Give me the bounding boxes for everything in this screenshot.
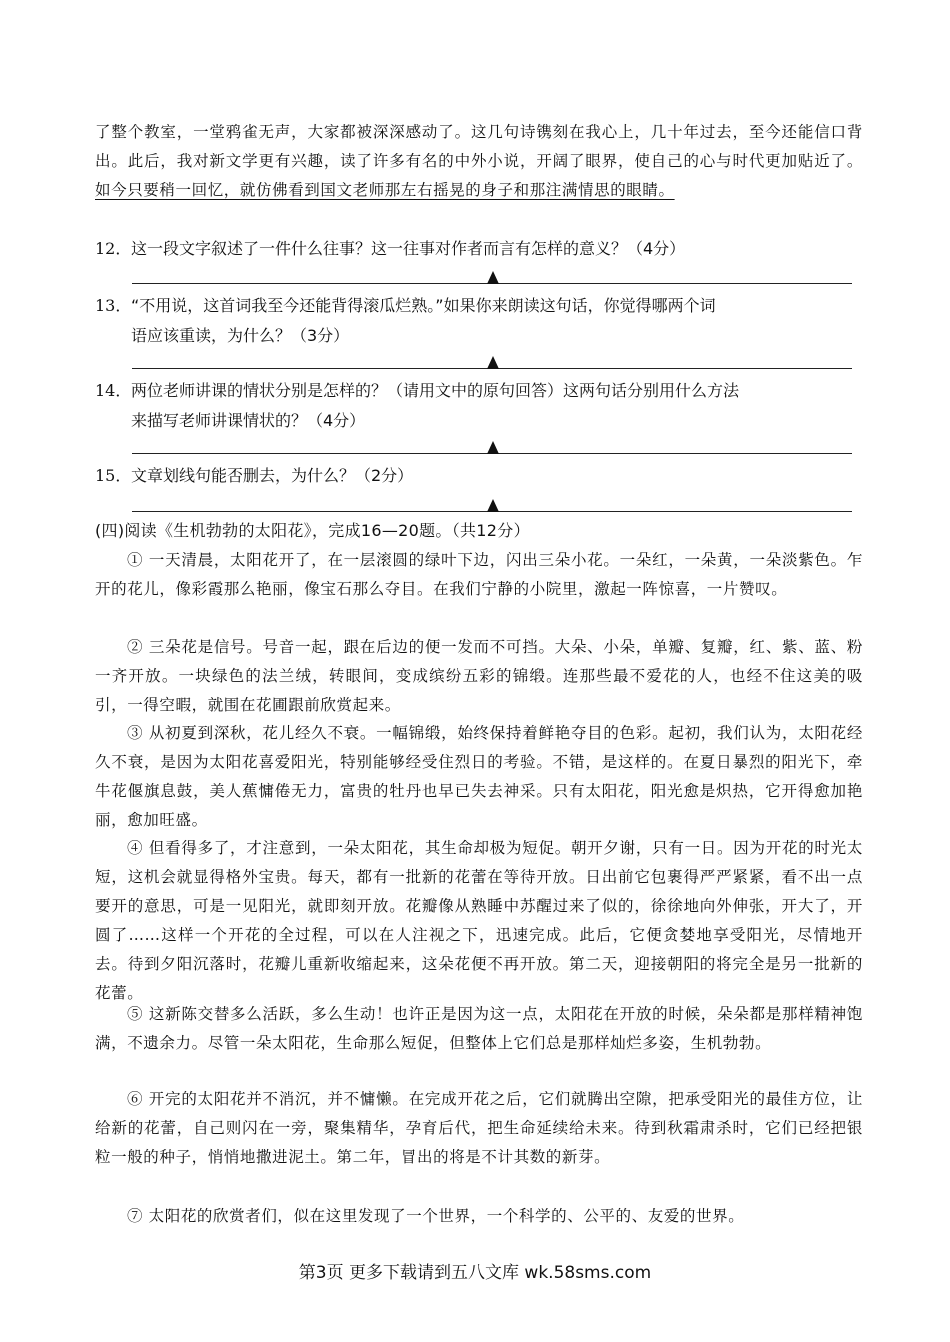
section-title: (四)阅读《生机勃勃的太阳花》，完成16—20题。（共12分） xyxy=(95,521,530,540)
passage-paragraph-3: ③ 从初夏到深秋，花儿经久不衰。一幅锦缎，始终保持着鲜艳夺目的色彩。起初，我们认为，太阳花经久不衰，是因为太阳花喜爱阳光，特别能够经受住烈日的考验。不错，是这样的。在夏日暴烈的阳光下，牵牛花偃旗息鼓，美人蕉慵倦无力，富贵的牡丹也早已失去神采。只有太阳花，阳光愈是炽热，它开得愈加艳丽，愈加旺盛。 xyxy=(95,724,863,829)
question-text: 文章划线句能否删去，为什么？（2分） xyxy=(131,466,414,485)
passage-paragraph-4: ④ 但看得多了，才注意到，一朵太阳花，其生命却极为短促。朝开夕谢，只有一日。因为开花的时光太短，这机会就显得格外宝贵。每天，都有一批新的花蕾在等待开放。日出前它包裹得严严紧紧，看不出一点要开的意思，可是一见阳光，就即刻开放。花瓣像从熟睡中苏醒过来了似的，徐徐地向外伸张，开大了，开圆了……这样一个开花的全过程，可以在人注视之下，迅速完成。此后，它便贪婪地享受阳光，尽情地开去。待到夕阳沉落时，花瓣儿重新收缩起来，这朵花便不再开放。第二天，迎接朝阳的将完全是另一批新的花蕾。 xyxy=(95,839,863,1002)
triangle-marker-icon xyxy=(487,271,499,284)
passage-paragraph-1: ① 一天清晨，太阳花开了，在一层滚圆的绿叶下边，闪出三朵小花。一朵红，一朵黄，一朵淡紫色。乍开的花儿，像彩霞那么艳丽，像宝石那么夺目。在我们宁静的小院里，激起一阵惊喜，一片赞叹。 xyxy=(95,551,863,598)
intro-paragraph xyxy=(95,118,863,205)
question-text-line1: “不用说，这首词我至今还能背得滚瓜烂熟。”如果你来朗读这句话，你觉得哪两个词 xyxy=(131,296,716,315)
question-number: 15． xyxy=(95,466,132,485)
answer-line-14[interactable] xyxy=(132,438,852,454)
question-13 xyxy=(95,291,865,351)
page-footer: 第3页 更多下载请到五八文库 wk.58sms.com xyxy=(298,1263,652,1283)
triangle-marker-icon xyxy=(487,499,499,512)
question-number: 14． xyxy=(95,381,132,400)
question-text-line1: 两位老师讲课的情状分别是怎样的？（请用文中的原句回答）这两句话分别用什么方法 xyxy=(131,381,740,400)
question-number: 12． xyxy=(95,239,132,258)
intro-text: 了整个教室，一堂鸦雀无声，大家都被深深感动了。这几句诗镌刻在我心上，几十年过去，至今还能信口背出。此后，我对新文学更有兴趣，读了许多有名的中外小说，开阔了眼界，使自己的心与时代更加贴近了。 xyxy=(95,123,863,170)
answer-line-12[interactable] xyxy=(132,268,852,284)
question-text-line2: 语应该重读，为什么？（3分） xyxy=(131,326,350,345)
answer-line-15[interactable] xyxy=(132,496,852,512)
question-15 xyxy=(95,461,865,491)
passage-paragraph-2: ② 三朵花是信号。号音一起，跟在后边的便一发而不可挡。大朵、小朵，单瓣、复瓣，红、紫、蓝、粉一齐开放。一块绿色的法兰绒，转眼间，变成缤纷五彩的锦缎。连那些最不爱花的人，也经不住这美的吸引，一得空暇，就围在花圃跟前欣赏起来。 xyxy=(95,638,863,714)
question-12 xyxy=(95,234,865,264)
passage-paragraph-5: ⑤ 这新陈交替多么活跃，多么生动！也许正是因为这一点，太阳花在开放的时候，朵朵都是那样精神饱满，不遗余力。尽管一朵太阳花，生命那么短促，但整体上它们总是那样灿烂多姿，生机勃勃。 xyxy=(95,1005,863,1052)
passage-paragraph-6: ⑥ 开完的太阳花并不消沉，并不慵懒。在完成开花之后，它们就腾出空隙，把承受阳光的最佳方位，让给新的花蕾，自己则闪在一旁，聚集精华，孕育后代，把生命延续给未来。待到秋霜肃杀时，它们已经把银粒一般的种子，悄悄地撒进泥土。第二年，冒出的将是不计其数的新芽。 xyxy=(95,1090,863,1166)
question-text-line2: 来描写老师讲课情状的？（4分） xyxy=(131,411,366,430)
underlined-sentence: 如今只要稍一回忆，就仿佛看到国文老师那左右摇晃的身子和那注满情思的眼睛。 xyxy=(95,181,675,199)
question-number: 13． xyxy=(95,296,132,315)
triangle-marker-icon xyxy=(487,441,499,454)
answer-line-13[interactable] xyxy=(132,353,852,369)
triangle-marker-icon xyxy=(487,356,499,369)
passage-paragraph-7: ⑦ 太阳花的欣赏者们，似在这里发现了一个世界，一个科学的、公平的、友爱的世界。 xyxy=(127,1207,745,1225)
question-14 xyxy=(95,376,865,436)
question-text: 这一段文字叙述了一件什么往事？这一往事对作者而言有怎样的意义？（4分） xyxy=(131,239,686,258)
